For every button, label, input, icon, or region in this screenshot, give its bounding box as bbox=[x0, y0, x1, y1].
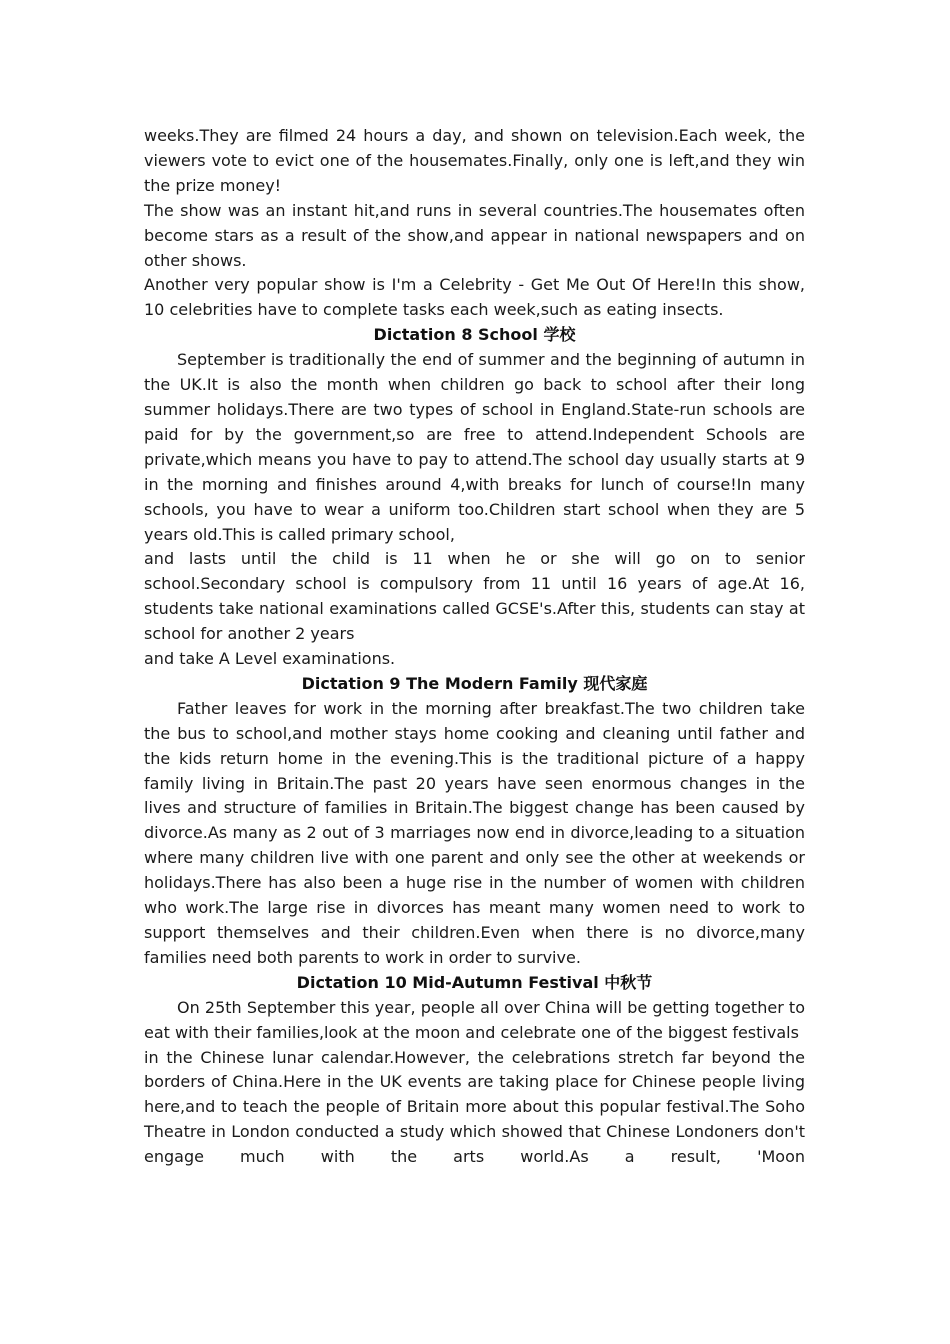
dictation-8-paragraph: and lasts until the child is 11 when he or she will go on to senior school.Secondary school is compulsory from 11 until 16 years of age.At 16, students take national examinations called GCSE's.After this, students can stay at school for another 2 years bbox=[144, 549, 805, 644]
continuation-paragraph: weeks.They are filmed 24 hours a day, and shown on television.Each week, the viewers vote to evict one of the housemates.Finally, only one is left,and they win the prize money! bbox=[144, 126, 805, 195]
document-page bbox=[144, 124, 805, 1170]
dictation-8-heading: Dictation 8 School 学校 bbox=[373, 325, 576, 345]
continuation-paragraph: Another very popular show is I'm a Celebrity - Get Me Out Of Here!In this show, 10 celebrities have to complete tasks each week,such as eating insects. bbox=[144, 275, 805, 320]
dictation-10-heading: Dictation 10 Mid-Autumn Festival 中秋节 bbox=[296, 972, 653, 992]
dictation-9-paragraph: Father leaves for work in the morning after breakfast.The two children take the bus to school,and mother stays home cooking and cleaning until father and the kids return home in the evening.This is the traditional picture of a happy family living in Britain.The past 20 years have seen enormous changes in the lives and structure of families in Britain.The biggest change has been caused by divorce.As many as 2 out of 3 marriages now end in divorce,leading to a situation where many children live with one parent and only see the other at weekends or holidays.There has also been a huge rise in the number of women with children who work.The large rise in divorces has meant many women need to work to support themselves and their children.Even when there is no divorce,many families need both parents to work in order to survive. bbox=[144, 698, 805, 967]
dictation-8-paragraph: September is traditionally the end of summer and the beginning of autumn in the UK.It is also the month when children go back to school after their long summer holidays.There are two types of school in England.State-run schools are paid for by the government,so are free to attend.Independent Schools are private,which means you have to pay to attend.The school day usually starts at 9 in the morning and finishes around 4,with breaks for lunch of course!In many schools, you have to wear a uniform too.Children start school when they are 5 years old.This is called primary school, bbox=[144, 350, 805, 544]
dictation-8-paragraph: and take A Level examinations. bbox=[144, 649, 396, 669]
dictation-9-heading: Dictation 9 The Modern Family 现代家庭 bbox=[301, 673, 648, 693]
dictation-10-paragraph: On 25th September this year, people all over China will be getting together to eat with their families,look at the moon and celebrate one of the biggest festivals bbox=[144, 997, 805, 1042]
dictation-10-paragraph: in the Chinese lunar calendar.However, the celebrations stretch far beyond the borders of China.Here in the UK events are taking place for Chinese people living here,and to teach the people of Britain more about this popular festival.The Soho Theatre in London conducted a study which showed that Chinese Londoners don't engage much with the arts world.As a result, 'Moon bbox=[144, 1047, 805, 1167]
continuation-paragraph: The show was an instant hit,and runs in several countries.The housemates often become stars as a result of the show,and appear in national newspapers and on other shows. bbox=[144, 200, 805, 270]
